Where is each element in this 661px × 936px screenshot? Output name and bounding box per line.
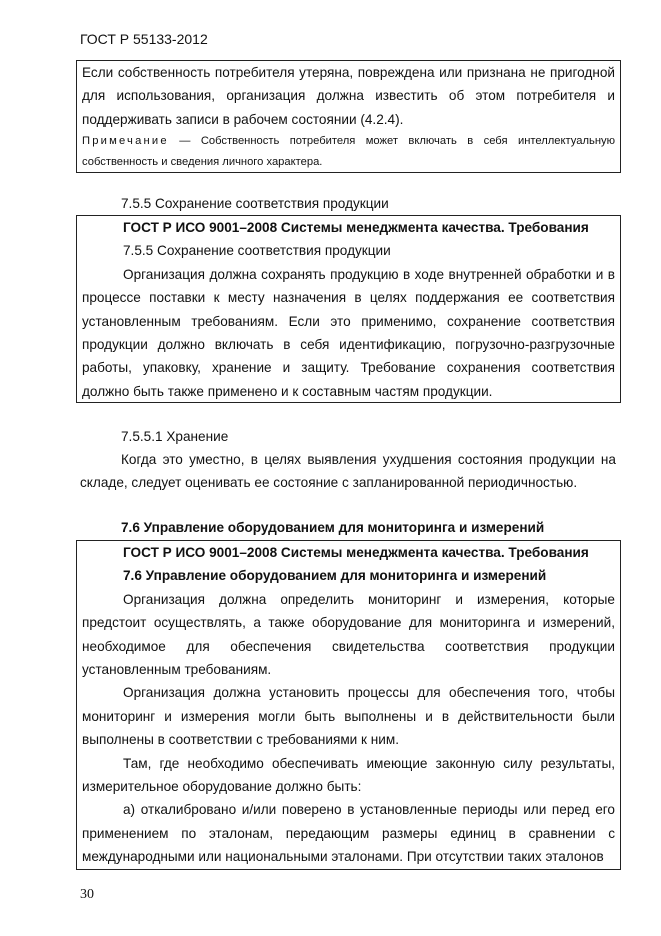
preservation-paragraph: Организация должна сохранять продукцию в ходе внутренней обработки и в процессе поставки к месту назначения в целях поддержания ее соответствия установленным требованиям. Если это применимо, сохранение соответствия продукции должно включать в себя идентификацию, погрузочно-разгрузочные работы, упаковку, хранение и защиту. Требование сохранения соответствия должно быть также применено и к составным частям продукции. <box>82 266 615 399</box>
note-body: — Собственность потребителя может включать в себя интеллектуальную собственность и сведения личного характера. <box>82 135 615 169</box>
monitoring-paragraph-2: Организация должна установить процессы для обеспечения того, чтобы мониторинг и измерения могли быть выполнены и в действительности были выполнены в соответствии с требованиями к ним. <box>82 685 615 748</box>
monitoring-paragraph-3: Там, где необходимо обеспечивать имеющие законную силу результаты, измерительное оборудование должно быть: <box>82 755 615 795</box>
section-title-7-5-5-1: 7.5.5.1 Хранение <box>121 429 229 444</box>
note-heading: Примечание <box>82 135 169 148</box>
standard-title: ГОСТ Р ИСО 9001–2008 Системы менеджмента качества. Требования <box>123 545 589 560</box>
standard-title: ГОСТ Р ИСО 9001–2008 Системы менеджмента качества. Требования <box>123 220 589 235</box>
storage-paragraph: Когда это уместно, в целях выявления ухудшения состояния продукции на складе, следует оценивать ее состояние с запланированной периодичностью. <box>80 452 616 491</box>
monitoring-standard-box <box>76 540 621 870</box>
page-number: 30 <box>80 887 94 902</box>
preservation-standard-box <box>76 215 621 403</box>
standard-subtitle: 7.6 Управление оборудованием для мониторинга и измерений <box>123 568 547 584</box>
standard-subtitle: 7.5.5 Сохранение соответствия продукции <box>123 243 391 259</box>
document-header: ГОСТ Р 55133-2012 <box>80 31 208 47</box>
section-title-7-6: 7.6 Управление оборудованием для мониторинга и измерений <box>121 520 545 535</box>
customer-property-box <box>76 60 621 173</box>
customer-property-paragraph: Если собственность потребителя утеряна, повреждена или признана не пригодной для использования, организация должна известить об этом потребителя и поддерживать записи в рабочем состоянии (4.2.4). <box>82 65 615 127</box>
customer-property-note <box>82 131 615 173</box>
section-title-7-5-5: 7.5.5 Сохранение соответствия продукции <box>121 196 389 211</box>
monitoring-paragraph-1: Организация должна определить мониторинг и измерения, которые предстоит осуществлять, а также оборудование для мониторинга и измерений, необходимое для обеспечения свидетельства соответствия продукции установленным требованиям. <box>82 591 615 678</box>
monitoring-paragraph-4: а) откалибровано и/или поверено в установленные периоды или перед его применением по эталонам, передающим размеры единиц в сравнении с международными или национальными эталонами. При отсутствии таких эталонов <box>82 802 615 865</box>
